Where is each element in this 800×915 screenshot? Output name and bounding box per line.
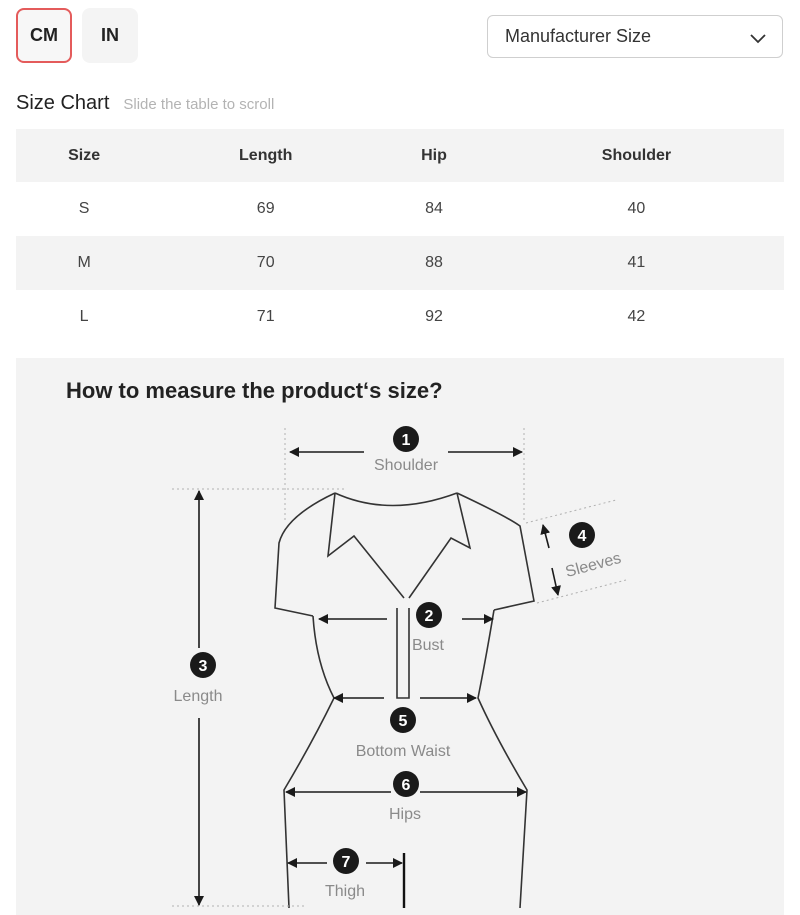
label-shoulder: Shoulder <box>373 457 439 474</box>
column-header: Hip <box>379 129 489 182</box>
table-row <box>16 182 784 236</box>
table-header-row <box>16 129 784 182</box>
column-header: Shoulder <box>489 129 784 182</box>
table-cell: 41 <box>489 236 784 290</box>
label-bottom-waist: Bottom Waist <box>355 743 451 760</box>
dress-measure-diagram <box>16 358 784 915</box>
table-cell: 40 <box>627 200 646 217</box>
unit-cm-button[interactable]: CM <box>16 8 72 63</box>
table-cell: 92 <box>425 308 443 325</box>
label-bust: Bust <box>411 637 445 654</box>
chevron-down-icon <box>748 28 768 48</box>
label-length: Length <box>173 688 223 705</box>
marker-6-number: 6 <box>401 777 411 794</box>
marker-4-number: 4 <box>577 528 587 545</box>
measure-guide-title: How to measure the product‘s size? <box>66 378 443 403</box>
marker-7-number: 7 <box>341 854 351 871</box>
table-row <box>16 236 784 290</box>
column-header: Length <box>152 129 379 182</box>
table-cell: 42 <box>627 308 646 325</box>
table-cell: 71 <box>256 308 275 325</box>
size-type-select[interactable] <box>487 15 783 58</box>
table-cell: L <box>79 308 89 325</box>
size-type-value: Manufacturer Size <box>505 26 652 46</box>
table-cell: 69 <box>256 200 275 217</box>
marker-3-number: 3 <box>198 658 208 675</box>
table-row <box>16 290 784 344</box>
size-chart-hint: Slide the table to scroll <box>123 96 275 113</box>
table-cell: 84 <box>425 200 443 217</box>
table-cell: 88 <box>379 236 489 290</box>
measure-markers <box>174 426 624 900</box>
unit-in-button[interactable]: IN <box>82 8 138 63</box>
marker-1-number: 1 <box>401 432 411 449</box>
size-chart-heading <box>16 92 274 115</box>
measure-guide-panel <box>16 358 784 915</box>
label-thigh: Thigh <box>324 883 366 900</box>
table-cell: 70 <box>152 236 379 290</box>
size-chart-title: Size Chart <box>16 92 110 114</box>
table-cell: M <box>16 236 152 290</box>
size-table[interactable] <box>16 129 784 344</box>
marker-2-number: 2 <box>424 608 434 625</box>
label-hips: Hips <box>388 806 422 823</box>
dress-outline <box>275 493 534 908</box>
column-header: Size <box>16 129 152 182</box>
label-sleeves: Sleeves <box>563 549 624 582</box>
marker-5-number: 5 <box>398 713 408 730</box>
table-cell: S <box>78 200 90 217</box>
